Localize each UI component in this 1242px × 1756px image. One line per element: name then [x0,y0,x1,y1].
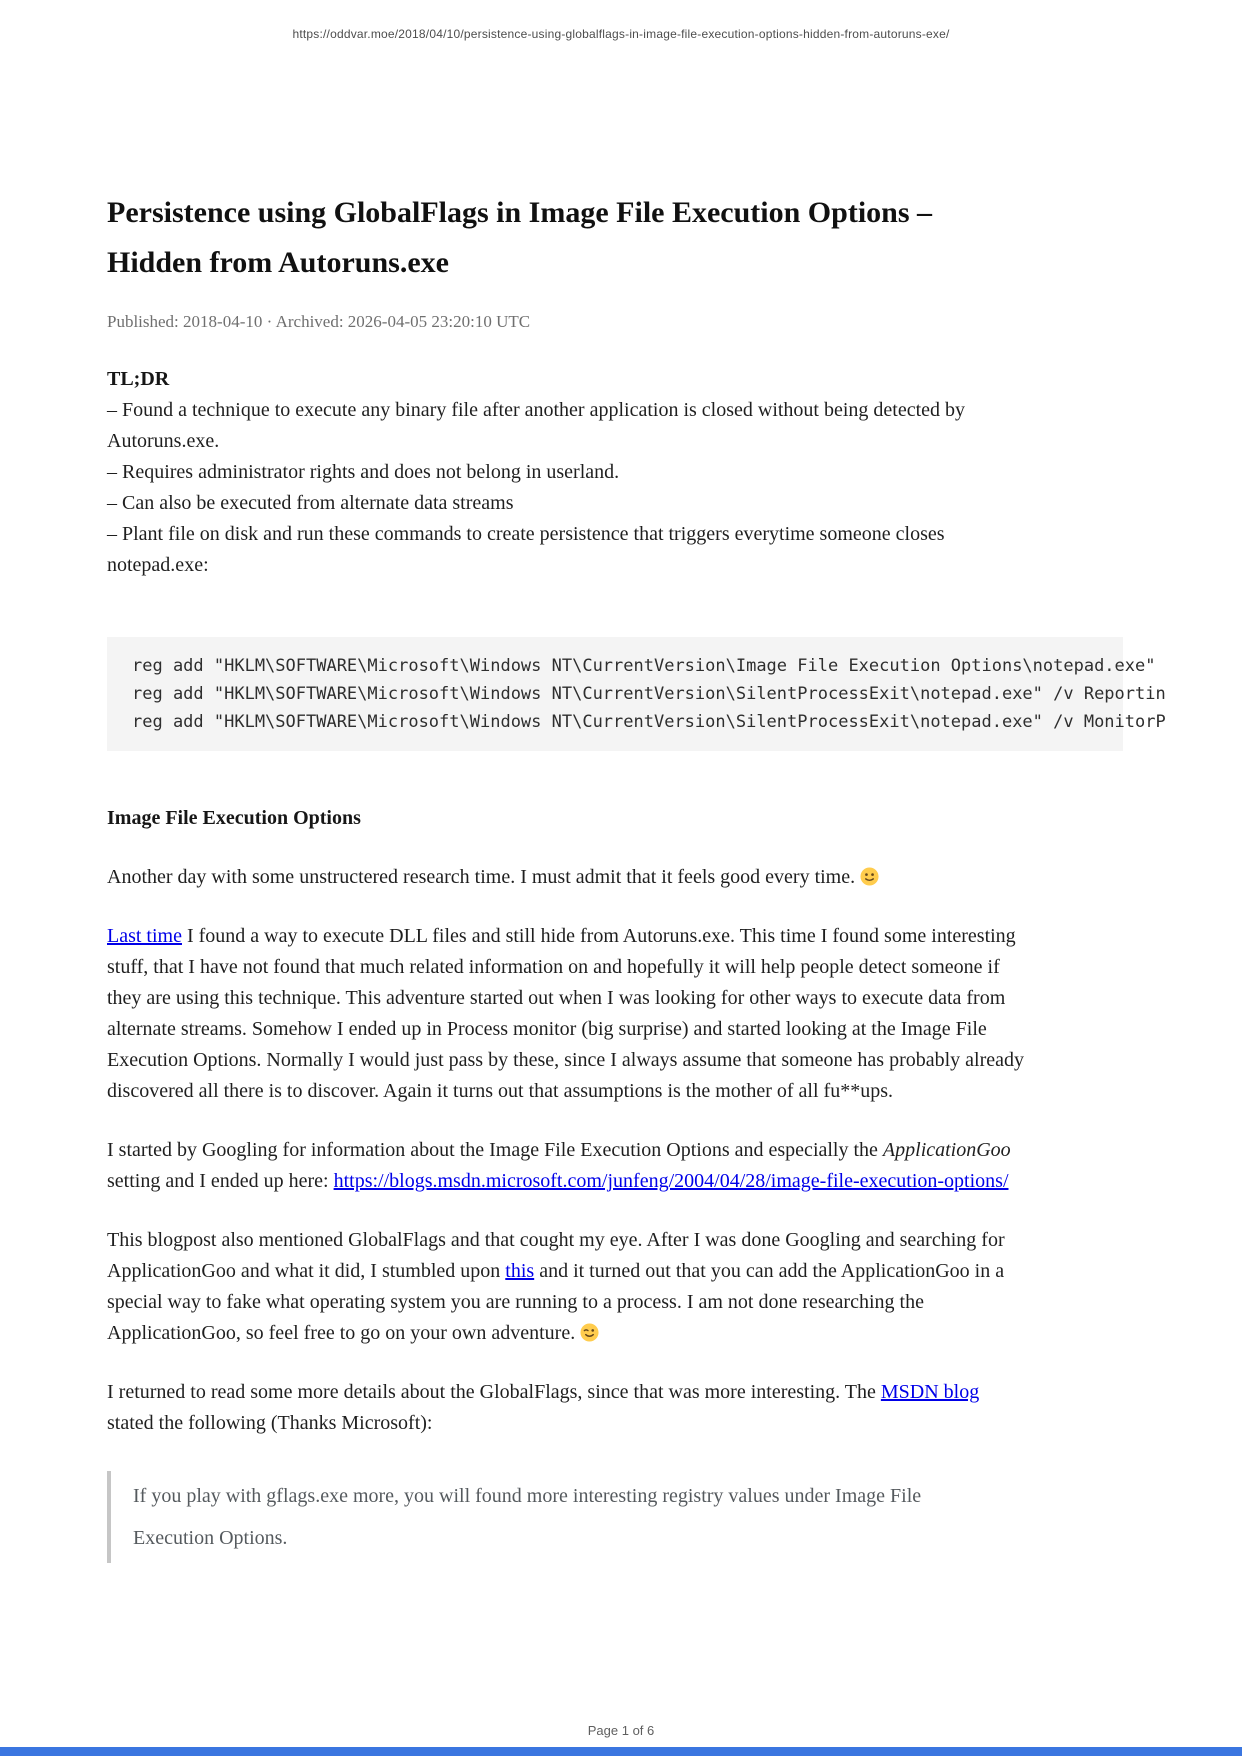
article [107,0,1166,1563]
paragraph-returned-after: stated the following (Thanks Microsoft): [107,1412,433,1434]
paragraph-last-time-text: I found a way to execute DLL files and still hide from Autoruns.exe. This time I found some interesting stuff, that I have not found that much related information on and hopefully it will help people detect someone if they are using this technique. This adventure started out when I was looking for other ways to execute data from alternate streams. Somehow I ended up in Process monitor (big surprise) and started looking at the Image File Execution Options. Normally I would just pass by these, since I always assume that someone has probably already discovered all there is to discover. Again it turns out that assumptions is the mother of all fu**ups. [107,925,1025,1102]
tldr-heading: TL;DR [107,368,170,390]
paragraph-returned [107,1377,1027,1439]
code-line: reg add "HKLM\SOFTWARE\Microsoft\Windows NT\CurrentVersion\Image File Execution Options\notepad.exe" [132,656,1156,676]
msdn-blog-link[interactable]: MSDN blog [880,1381,980,1403]
last-time-link[interactable]: Last time [107,925,182,947]
paragraph-intro-text: Another day with some unstructered research time. I must admit that it feels good every time. [107,866,861,888]
smiley-emoji-icon [860,865,879,884]
page-title-line1: Persistence using GlobalFlags in Image File Execution Options – [107,196,933,229]
tldr-point: – Can also be executed from alternate data streams [107,492,514,514]
code-block [107,637,1166,751]
page-number-footer: Page 1 of 6 [587,1723,655,1738]
paragraph-last-time [107,921,1027,1107]
page-title-line2: Hidden from Autoruns.exe [107,246,449,279]
applicationgoo-italic: ApplicationGoo [882,1139,1011,1161]
this-link[interactable]: this [505,1260,535,1282]
archived-url-header: https://oddvar.moe/2018/04/10/persistence-using-globalflags-in-image-file-execution-options-hidden-from-autoruns-exe/ [292,27,950,41]
msdn-url-link[interactable]: https://blogs.msdn.microsoft.com/junfeng/2004/04/28/image-file-execution-options/ [333,1170,1009,1192]
wink-emoji-icon [580,1321,599,1340]
paragraph-intro [107,862,1027,893]
bottom-blue-bar [0,1747,1242,1756]
paragraph-googling-mid: setting and I ended up here: [107,1170,334,1192]
paragraph-googling [107,1135,1027,1197]
msdn-quote: If you play with gflags.exe more, you will found more interesting registry values under Image File Execution Options. [107,1471,963,1563]
section-heading-image-file-execution-options: Image File Execution Options [107,807,361,829]
paragraph-googling-before: I started by Googling for information about the Image File Execution Options and especially the [107,1139,883,1161]
published-meta: Published: 2018-04-10 · Archived: 2026-04-05 23:20:10 UTC [107,312,531,331]
tldr-point: – Found a technique to execute any binary file after another application is closed without being detected by Autoruns.exe. [107,399,966,452]
paragraph-blogpost-before: This blogpost also mentioned GlobalFlags and that cought my eye. After I was done Googling and searching for ApplicationGoo and what it did, I stumbled upon [107,1229,1005,1282]
paragraph-blogpost [107,1225,1027,1349]
paragraph-blogpost-after: and it turned out that you can add the ApplicationGoo in a special way to fake what operating system you are running to a process. I am not done researching the ApplicationGoo, so feel free to go on your own adventure. [107,1260,1005,1344]
tldr-list [107,395,1027,581]
tldr-point: – Plant file on disk and run these commands to create persistence that triggers everytime someone closes notepad.exe: [107,523,945,576]
code-line: reg add "HKLM\SOFTWARE\Microsoft\Windows NT\CurrentVersion\SilentProcessExit\notepad.exe" /v MonitorP [132,712,1166,732]
tldr-point: – Requires administrator rights and does not belong in userland. [107,461,620,483]
code-line: reg add "HKLM\SOFTWARE\Microsoft\Windows NT\CurrentVersion\SilentProcessExit\notepad.exe" /v Reportin [132,684,1166,704]
page-title [107,188,1097,288]
paragraph-returned-before: I returned to read some more details about the GlobalFlags, since that was more interesting. The [107,1381,881,1403]
